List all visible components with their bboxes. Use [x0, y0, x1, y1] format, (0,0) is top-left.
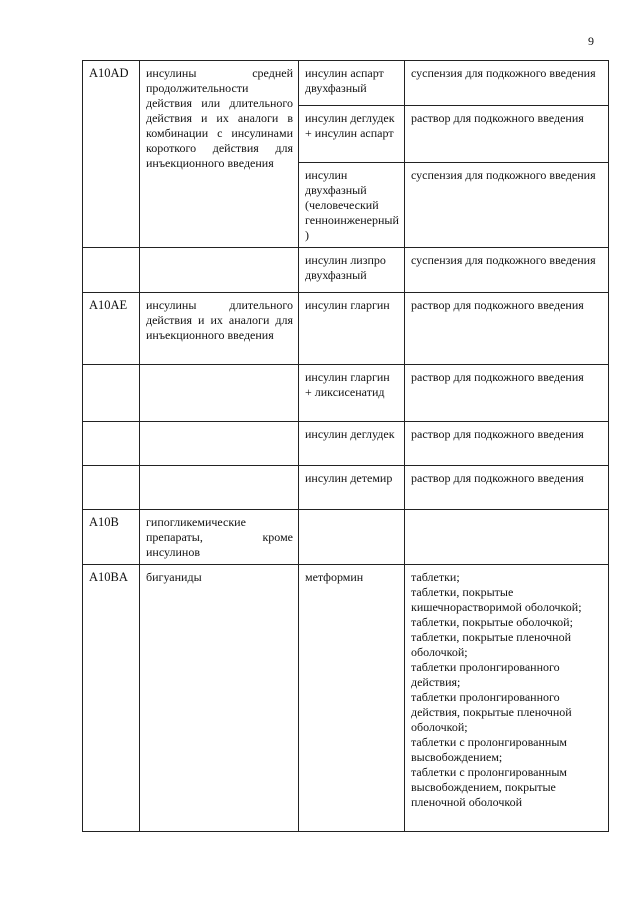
drug-group-cell	[140, 422, 299, 466]
table-row	[83, 510, 609, 565]
table-row	[83, 61, 609, 106]
dosage-form-line: суспензия для подкожного введения	[411, 253, 596, 267]
drug-name-cell: инсулин двухфазный (человеческий генноинженерный)	[299, 163, 405, 248]
dosage-form-cell	[405, 466, 609, 510]
atc-code-cell	[83, 466, 140, 510]
dosage-form-cell	[405, 163, 609, 248]
atc-code-cell: A10B	[83, 510, 140, 565]
drug-name-cell: инсулин аспарт двухфазный	[299, 61, 405, 106]
dosage-form-cell	[405, 293, 609, 365]
drug-table	[82, 60, 609, 832]
table-row	[83, 466, 609, 510]
table-row	[83, 422, 609, 466]
drug-name-cell: метформин	[299, 565, 405, 832]
drug-name-cell: инсулин деглудек	[299, 422, 405, 466]
dosage-form-cell	[405, 365, 609, 422]
dosage-form-cell	[405, 565, 609, 832]
drug-name-cell: инсулин гларгин	[299, 293, 405, 365]
drug-group-cell: инсулины средней продолжительности действия или длительного действия и их аналоги в комбинации с инсулинами короткого действия для инъекционного введения	[140, 61, 299, 248]
atc-code-cell	[83, 248, 140, 293]
page-number: 9	[588, 34, 594, 48]
dosage-form-line: раствор для подкожного введения	[411, 370, 584, 384]
table-row	[83, 365, 609, 422]
dosage-form-line: таблетки, покрытые оболочкой;	[411, 615, 573, 629]
dosage-form-line: суспензия для подкожного введения	[411, 66, 596, 80]
drug-group-cell	[140, 248, 299, 293]
drug-name-cell: инсулин детемир	[299, 466, 405, 510]
table-row	[83, 293, 609, 365]
drug-name-cell: инсулин лизпро двухфазный	[299, 248, 405, 293]
dosage-form-cell	[405, 422, 609, 466]
dosage-form-line: суспензия для подкожного введения	[411, 168, 596, 182]
dosage-form-line: таблетки пролонгированного действия, покрытые пленочной оболочкой;	[411, 690, 572, 734]
atc-code-cell: A10AD	[83, 61, 140, 248]
dosage-form-cell	[405, 106, 609, 163]
dosage-form-line: раствор для подкожного введения	[411, 298, 584, 312]
drug-group-cell: бигуаниды	[140, 565, 299, 832]
dosage-form-line: таблетки, покрытые пленочной оболочкой;	[411, 630, 572, 659]
dosage-form-line: раствор для подкожного введения	[411, 471, 584, 485]
atc-code-cell: A10BA	[83, 565, 140, 832]
drug-group-cell: гипогликемические препараты, кроме инсулинов	[140, 510, 299, 565]
dosage-form-line: раствор для подкожного введения	[411, 111, 584, 125]
atc-code-cell	[83, 365, 140, 422]
dosage-form-line: раствор для подкожного введения	[411, 427, 584, 441]
drug-group-cell	[140, 365, 299, 422]
dosage-form-line: таблетки, покрытые кишечнорастворимой оболочкой;	[411, 585, 582, 614]
table-row	[83, 565, 609, 832]
drug-group-cell	[140, 466, 299, 510]
dosage-form-cell	[405, 61, 609, 106]
dosage-form-line: таблетки пролонгированного действия;	[411, 660, 560, 689]
dosage-form-line: таблетки с пролонгированным высвобождением, покрытые пленочной оболочкой	[411, 765, 568, 809]
dosage-form-line: таблетки;	[411, 570, 460, 584]
dosage-form-cell	[405, 510, 609, 565]
table-row	[83, 248, 609, 293]
drug-name-cell: инсулин деглудек + инсулин аспарт	[299, 106, 405, 163]
dosage-form-cell	[405, 248, 609, 293]
drug-name-cell	[299, 510, 405, 565]
dosage-form-line: таблетки с пролонгированным высвобождением;	[411, 735, 568, 764]
atc-code-cell	[83, 422, 140, 466]
drug-group-cell: инсулины длительного действия и их аналоги для инъекционного введения	[140, 293, 299, 365]
atc-code-cell: A10AE	[83, 293, 140, 365]
drug-name-cell: инсулин гларгин + ликсисенатид	[299, 365, 405, 422]
